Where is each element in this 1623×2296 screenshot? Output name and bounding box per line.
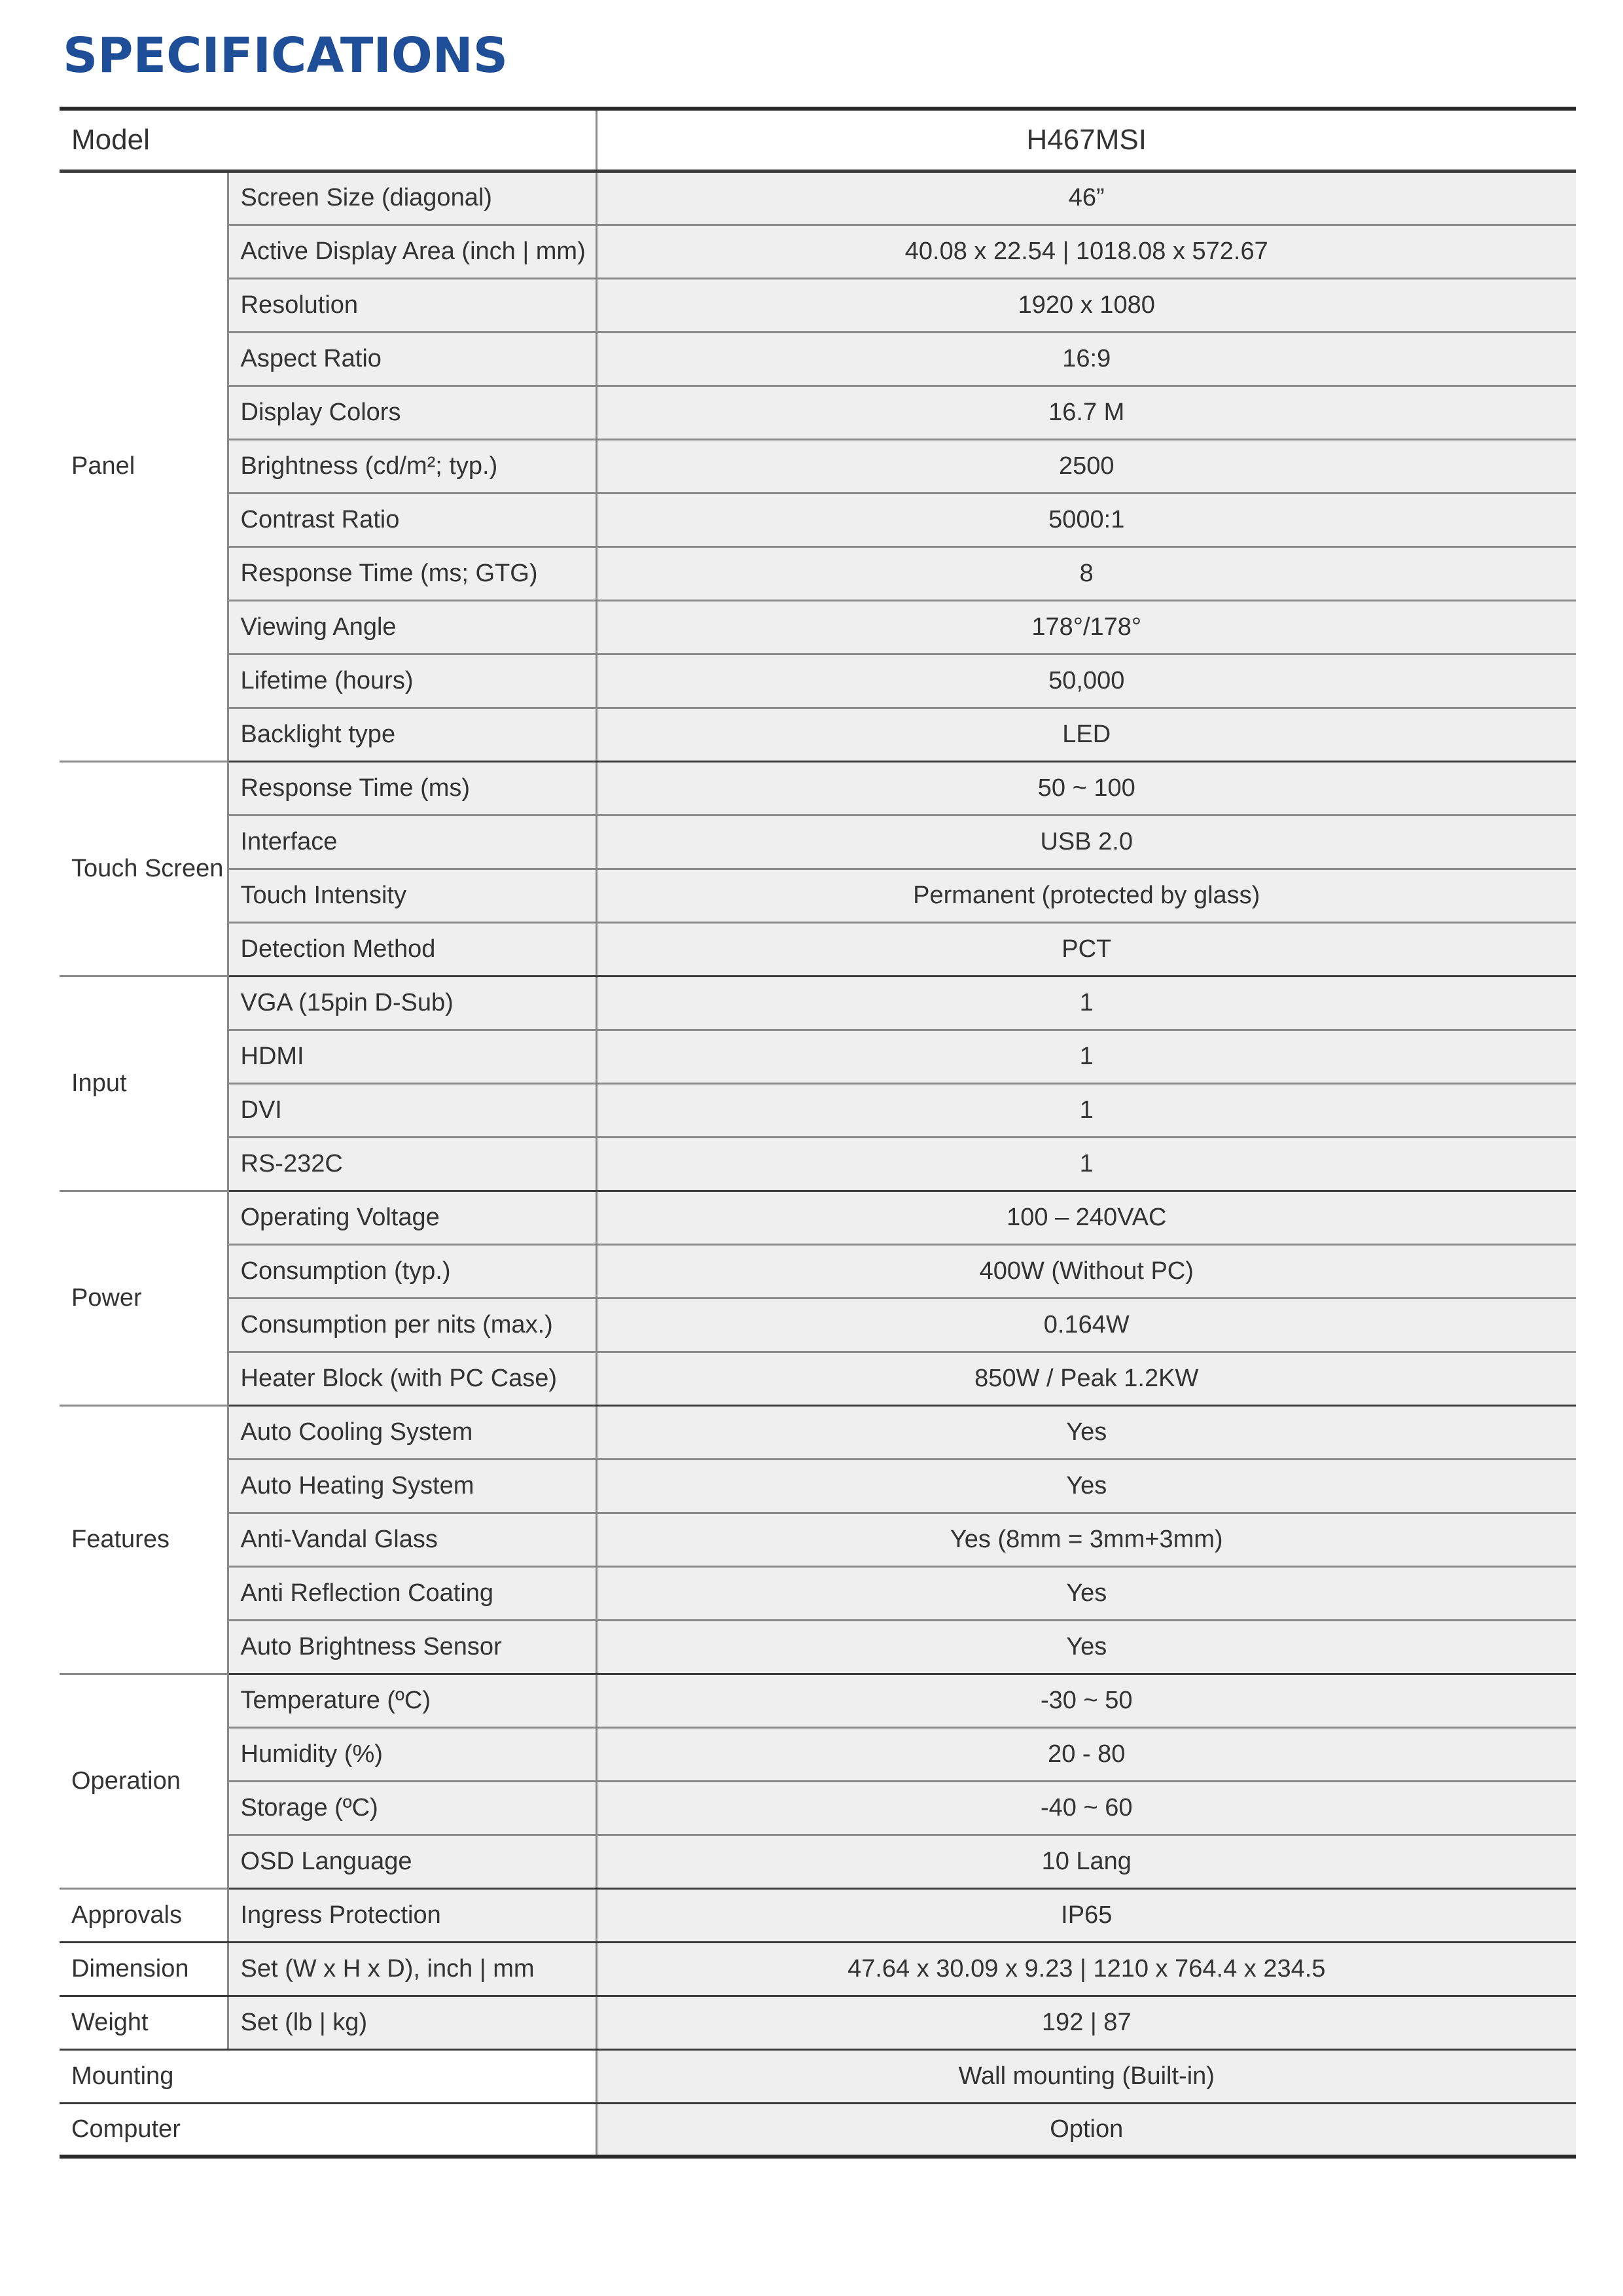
spec-value: 10 Lang: [596, 1835, 1576, 1888]
spec-row: [60, 224, 1576, 278]
category-label: Panel: [60, 171, 228, 761]
spec-value: Yes: [596, 1566, 1576, 1620]
spec-item: Detection Method: [228, 922, 596, 976]
spec-item: Temperature (ºC): [228, 1674, 596, 1727]
page-title: SPECIFICATIONS: [63, 27, 508, 84]
spec-row: [60, 1674, 1576, 1727]
spec-value: PCT: [596, 922, 1576, 976]
category-label: Mounting: [60, 2049, 596, 2103]
spec-value: 20 - 80: [596, 1727, 1576, 1781]
spec-value: 1: [596, 1030, 1576, 1083]
model-header-row: [60, 109, 1576, 171]
category-label: Features: [60, 1405, 228, 1674]
spec-value: Yes: [596, 1459, 1576, 1513]
spec-row: [60, 1566, 1576, 1620]
spec-row: [60, 708, 1576, 761]
spec-row: [60, 278, 1576, 332]
spec-value: IP65: [596, 1888, 1576, 1942]
spec-row: [60, 1083, 1576, 1137]
spec-item: Brightness (cd/m²; typ.): [228, 439, 596, 493]
spec-row: [60, 1352, 1576, 1405]
spec-value: 47.64 x 30.09 x 9.23 | 1210 x 764.4 x 234.5: [596, 1942, 1576, 1996]
spec-value: 16.7 M: [596, 386, 1576, 439]
spec-row: [60, 171, 1576, 224]
spec-value: 178°/178°: [596, 600, 1576, 654]
spec-row: [60, 386, 1576, 439]
spec-row: [60, 1727, 1576, 1781]
spec-item: Touch Intensity: [228, 869, 596, 922]
spec-item: Auto Brightness Sensor: [228, 1620, 596, 1674]
category-label: Approvals: [60, 1888, 228, 1942]
spec-item: Backlight type: [228, 708, 596, 761]
spec-row: [60, 493, 1576, 547]
spec-value: 1920 x 1080: [596, 278, 1576, 332]
spec-item: RS-232C: [228, 1137, 596, 1191]
spec-item: Auto Cooling System: [228, 1405, 596, 1459]
spec-item: HDMI: [228, 1030, 596, 1083]
spec-item: Response Time (ms; GTG): [228, 547, 596, 600]
spec-item: Ingress Protection: [228, 1888, 596, 1942]
spec-item: Aspect Ratio: [228, 332, 596, 386]
spec-item: Storage (ºC): [228, 1781, 596, 1835]
spec-value: Yes: [596, 1620, 1576, 1674]
spec-row: [60, 761, 1576, 815]
spec-row: [60, 654, 1576, 708]
spec-item: Viewing Angle: [228, 600, 596, 654]
spec-item: Lifetime (hours): [228, 654, 596, 708]
spec-row: [60, 1996, 1576, 2049]
spec-value: 0.164W: [596, 1298, 1576, 1352]
spec-item: Auto Heating System: [228, 1459, 596, 1513]
model-label: Model: [60, 109, 596, 171]
spec-row: [60, 1298, 1576, 1352]
spec-item: Humidity (%): [228, 1727, 596, 1781]
spec-value: -40 ~ 60: [596, 1781, 1576, 1835]
category-label: Touch Screen: [60, 761, 228, 976]
category-label: Input: [60, 976, 228, 1191]
spec-value: 400W (Without PC): [596, 1244, 1576, 1298]
spec-value: 50,000: [596, 654, 1576, 708]
spec-row: [60, 1244, 1576, 1298]
spec-value: 46”: [596, 171, 1576, 224]
spec-value: LED: [596, 708, 1576, 761]
category-label: Computer: [60, 2103, 596, 2157]
model-value: H467MSI: [596, 109, 1576, 171]
spec-item: Screen Size (diagonal): [228, 171, 596, 224]
spec-value: 16:9: [596, 332, 1576, 386]
spec-row: [60, 439, 1576, 493]
spec-value: 850W / Peak 1.2KW: [596, 1352, 1576, 1405]
spec-item: Display Colors: [228, 386, 596, 439]
spec-value: 100 – 240VAC: [596, 1191, 1576, 1244]
spec-row: [60, 1513, 1576, 1566]
spec-row: [60, 1942, 1576, 1996]
spec-row: [60, 1030, 1576, 1083]
spec-item: Resolution: [228, 278, 596, 332]
spec-value: 5000:1: [596, 493, 1576, 547]
spec-item: Anti Reflection Coating: [228, 1566, 596, 1620]
spec-row: [60, 1137, 1576, 1191]
spec-item: Consumption per nits (max.): [228, 1298, 596, 1352]
spec-value: 1: [596, 1137, 1576, 1191]
category-label: Weight: [60, 1996, 228, 2049]
spec-value: Option: [596, 2103, 1576, 2157]
spec-value: Yes (8mm = 3mm+3mm): [596, 1513, 1576, 1566]
spec-value: Yes: [596, 1405, 1576, 1459]
category-label: Power: [60, 1191, 228, 1405]
spec-item: Interface: [228, 815, 596, 869]
spec-row: [60, 922, 1576, 976]
spec-row-wide: [60, 2103, 1576, 2157]
spec-row: [60, 1459, 1576, 1513]
spec-row: [60, 869, 1576, 922]
spec-value: USB 2.0: [596, 815, 1576, 869]
spec-table-body: [60, 109, 1576, 2157]
spec-item: Consumption (typ.): [228, 1244, 596, 1298]
spec-row-wide: [60, 2049, 1576, 2103]
spec-row: [60, 547, 1576, 600]
spec-item: Active Display Area (inch | mm): [228, 224, 596, 278]
spec-row: [60, 1888, 1576, 1942]
spec-row: [60, 1620, 1576, 1674]
spec-row: [60, 1835, 1576, 1888]
spec-value: 1: [596, 1083, 1576, 1137]
spec-row: [60, 815, 1576, 869]
spec-row: [60, 1781, 1576, 1835]
category-label: Operation: [60, 1674, 228, 1888]
spec-item: DVI: [228, 1083, 596, 1137]
spec-item: Heater Block (with PC Case): [228, 1352, 596, 1405]
category-label: Dimension: [60, 1942, 228, 1996]
spec-value: 50 ~ 100: [596, 761, 1576, 815]
spec-item: Set (W x H x D), inch | mm: [228, 1942, 596, 1996]
spec-value: 40.08 x 22.54 | 1018.08 x 572.67: [596, 224, 1576, 278]
spec-row: [60, 976, 1576, 1030]
spec-value: 192 | 87: [596, 1996, 1576, 2049]
spec-item: Anti-Vandal Glass: [228, 1513, 596, 1566]
spec-row: [60, 1191, 1576, 1244]
spec-item: Operating Voltage: [228, 1191, 596, 1244]
spec-row: [60, 1405, 1576, 1459]
spec-value: -30 ~ 50: [596, 1674, 1576, 1727]
spec-value: 1: [596, 976, 1576, 1030]
spec-item: VGA (15pin D-Sub): [228, 976, 596, 1030]
spec-value: 8: [596, 547, 1576, 600]
spec-value: Permanent (protected by glass): [596, 869, 1576, 922]
spec-item: Response Time (ms): [228, 761, 596, 815]
spec-item: Set (lb | kg): [228, 1996, 596, 2049]
spec-row: [60, 332, 1576, 386]
spec-row: [60, 600, 1576, 654]
spec-value: 2500: [596, 439, 1576, 493]
spec-value: Wall mounting (Built-in): [596, 2049, 1576, 2103]
spec-table: [60, 107, 1576, 2159]
spec-item: Contrast Ratio: [228, 493, 596, 547]
spec-item: OSD Language: [228, 1835, 596, 1888]
